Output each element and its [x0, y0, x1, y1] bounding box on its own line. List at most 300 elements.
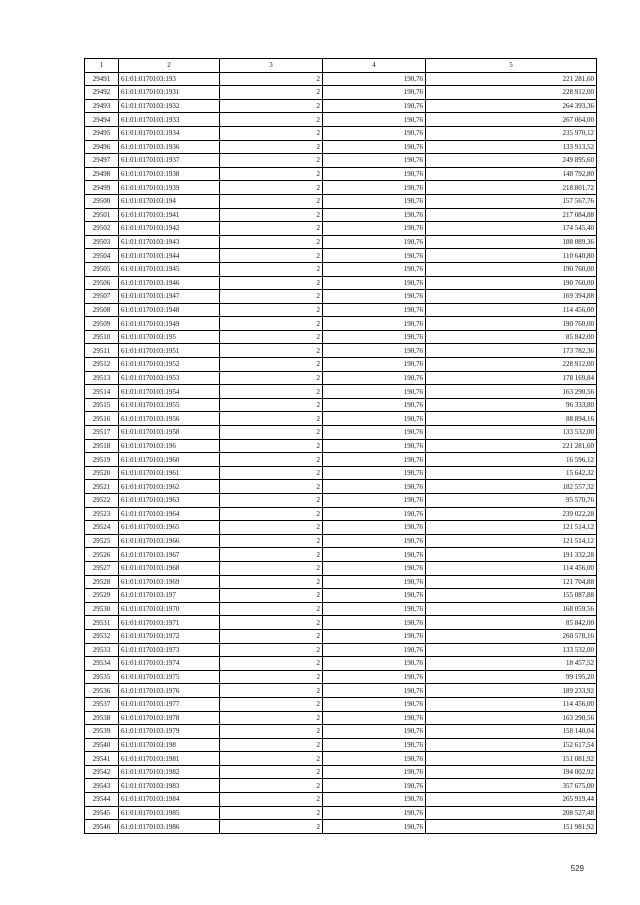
count-cell: 2 — [220, 793, 323, 807]
amount-cell: 158 140,04 — [426, 725, 597, 739]
amount-cell: 151 981,92 — [426, 820, 597, 834]
rate-cell: 190,76 — [323, 480, 426, 494]
row-number-cell: 29494 — [85, 113, 119, 127]
count-cell: 2 — [220, 725, 323, 739]
row-number-cell: 29497 — [85, 154, 119, 168]
table-row — [85, 398, 597, 412]
row-number-cell: 29520 — [85, 466, 119, 480]
cadastral-number-cell: 61:01:0170103:1969 — [119, 575, 220, 589]
row-number-cell: 29510 — [85, 330, 119, 344]
table-row — [85, 738, 597, 752]
table-row — [85, 657, 597, 671]
row-number-cell: 29504 — [85, 249, 119, 263]
count-cell: 2 — [220, 222, 323, 236]
count-cell: 2 — [220, 371, 323, 385]
rate-cell: 190,76 — [323, 765, 426, 779]
cadastral-number-cell: 61:01:0170103:1979 — [119, 725, 220, 739]
table-row — [85, 344, 597, 358]
rate-cell: 190,76 — [323, 72, 426, 86]
table-row — [85, 86, 597, 100]
count-cell: 2 — [220, 561, 323, 575]
rate-cell: 190,76 — [323, 711, 426, 725]
count-cell: 2 — [220, 290, 323, 304]
row-number-cell: 29538 — [85, 711, 119, 725]
table-row — [85, 194, 597, 208]
row-number-cell: 29525 — [85, 534, 119, 548]
rate-cell: 190,76 — [323, 670, 426, 684]
rate-cell: 190,76 — [323, 262, 426, 276]
rate-cell: 190,76 — [323, 602, 426, 616]
rate-cell: 190,76 — [323, 358, 426, 372]
cadastral-number-cell: 61:01:0170103:1954 — [119, 385, 220, 399]
cadastral-number-cell: 61:01:0170103:1983 — [119, 779, 220, 793]
count-cell: 2 — [220, 194, 323, 208]
row-number-cell: 29523 — [85, 507, 119, 521]
amount-cell: 218 801,72 — [426, 181, 597, 195]
table-row — [85, 385, 597, 399]
row-number-cell: 29517 — [85, 426, 119, 440]
count-cell: 2 — [220, 154, 323, 168]
rate-cell: 190,76 — [323, 412, 426, 426]
row-number-cell: 29516 — [85, 412, 119, 426]
table-row — [85, 290, 597, 304]
amount-cell: 15 642,32 — [426, 466, 597, 480]
cadastral-number-cell: 61:01:0170103:1964 — [119, 507, 220, 521]
table-row — [85, 181, 597, 195]
amount-cell: 148 792,80 — [426, 167, 597, 181]
rate-cell: 190,76 — [323, 167, 426, 181]
cadastral-number-cell: 61:01:0170103:1952 — [119, 358, 220, 372]
cadastral-number-cell: 61:01:0170103:197 — [119, 589, 220, 603]
table-row — [85, 752, 597, 766]
amount-cell: 133 532,00 — [426, 426, 597, 440]
table-row — [85, 262, 597, 276]
row-number-cell: 29501 — [85, 208, 119, 222]
row-number-cell: 29499 — [85, 181, 119, 195]
row-number-cell: 29508 — [85, 303, 119, 317]
table-row — [85, 371, 597, 385]
rate-cell: 190,76 — [323, 385, 426, 399]
amount-cell: 96 333,80 — [426, 398, 597, 412]
count-cell: 2 — [220, 167, 323, 181]
cadastral-number-cell: 61:01:0170103:1956 — [119, 412, 220, 426]
table-row — [85, 439, 597, 453]
rate-cell: 190,76 — [323, 235, 426, 249]
count-cell: 2 — [220, 697, 323, 711]
count-cell: 2 — [220, 86, 323, 100]
table-row — [85, 426, 597, 440]
row-number-cell: 29513 — [85, 371, 119, 385]
count-cell: 2 — [220, 521, 323, 535]
row-number-cell: 29533 — [85, 643, 119, 657]
cadastral-number-cell: 61:01:0170103:1941 — [119, 208, 220, 222]
row-number-cell: 29503 — [85, 235, 119, 249]
amount-cell: 182 557,32 — [426, 480, 597, 494]
cadastral-number-cell: 61:01:0170103:1974 — [119, 657, 220, 671]
count-cell: 2 — [220, 765, 323, 779]
amount-cell: 16 596,12 — [426, 453, 597, 467]
rate-cell: 190,76 — [323, 507, 426, 521]
rate-cell: 190,76 — [323, 371, 426, 385]
row-number-cell: 29493 — [85, 99, 119, 113]
column-header: 2 — [119, 59, 220, 73]
row-number-cell: 29518 — [85, 439, 119, 453]
count-cell: 2 — [220, 303, 323, 317]
rate-cell: 190,76 — [323, 779, 426, 793]
rate-cell: 190,76 — [323, 194, 426, 208]
cadastral-number-cell: 61:01:0170103:1953 — [119, 371, 220, 385]
cadastral-number-cell: 61:01:0170103:1942 — [119, 222, 220, 236]
table-row — [85, 725, 597, 739]
amount-cell: 155 087,88 — [426, 589, 597, 603]
amount-cell: 190 760,00 — [426, 262, 597, 276]
row-number-cell: 29500 — [85, 194, 119, 208]
table-row — [85, 548, 597, 562]
cadastral-number-cell: 61:01:0170103:1948 — [119, 303, 220, 317]
row-number-cell: 29509 — [85, 317, 119, 331]
rate-cell: 190,76 — [323, 466, 426, 480]
table-row — [85, 521, 597, 535]
count-cell: 2 — [220, 629, 323, 643]
row-number-cell: 29530 — [85, 602, 119, 616]
table-row — [85, 561, 597, 575]
table-row — [85, 534, 597, 548]
rate-cell: 190,76 — [323, 548, 426, 562]
table-row — [85, 113, 597, 127]
count-cell: 2 — [220, 426, 323, 440]
count-cell: 2 — [220, 738, 323, 752]
cadastral-number-cell: 61:01:0170103:1972 — [119, 629, 220, 643]
count-cell: 2 — [220, 657, 323, 671]
count-cell: 2 — [220, 439, 323, 453]
rate-cell: 190,76 — [323, 317, 426, 331]
count-cell: 2 — [220, 806, 323, 820]
rate-cell: 190,76 — [323, 426, 426, 440]
rate-cell: 190,76 — [323, 793, 426, 807]
amount-cell: 235 970,12 — [426, 126, 597, 140]
rate-cell: 190,76 — [323, 439, 426, 453]
row-number-cell: 29492 — [85, 86, 119, 100]
page-number: 529 — [570, 864, 584, 873]
count-cell: 2 — [220, 249, 323, 263]
cadastral-number-cell: 61:01:0170103:1966 — [119, 534, 220, 548]
cadastral-number-cell: 61:01:0170103:1963 — [119, 494, 220, 508]
cadastral-number-cell: 61:01:0170103:1984 — [119, 793, 220, 807]
rate-cell: 190,76 — [323, 738, 426, 752]
row-number-cell: 29526 — [85, 548, 119, 562]
cadastral-number-cell: 61:01:0170103:1946 — [119, 276, 220, 290]
amount-cell: 114 456,00 — [426, 561, 597, 575]
count-cell: 2 — [220, 616, 323, 630]
cadastral-number-cell: 61:01:0170103:1951 — [119, 344, 220, 358]
table-row — [85, 303, 597, 317]
amount-cell: 228 912,00 — [426, 358, 597, 372]
rate-cell: 190,76 — [323, 99, 426, 113]
cadastral-number-cell: 61:01:0170103:1931 — [119, 86, 220, 100]
rate-cell: 190,76 — [323, 181, 426, 195]
count-cell: 2 — [220, 412, 323, 426]
table-row — [85, 629, 597, 643]
amount-cell: 228 912,00 — [426, 86, 597, 100]
row-number-cell: 29539 — [85, 725, 119, 739]
count-cell: 2 — [220, 140, 323, 154]
amount-cell: 121 514,12 — [426, 534, 597, 548]
table-row — [85, 276, 597, 290]
count-cell: 2 — [220, 72, 323, 86]
count-cell: 2 — [220, 99, 323, 113]
cadastral-number-cell: 61:01:0170103:1949 — [119, 317, 220, 331]
table-row — [85, 643, 597, 657]
table-row — [85, 480, 597, 494]
amount-cell: 157 567,76 — [426, 194, 597, 208]
amount-cell: 260 578,16 — [426, 629, 597, 643]
cadastral-number-cell: 61:01:0170103:195 — [119, 330, 220, 344]
amount-cell: 163 290,56 — [426, 711, 597, 725]
amount-cell: 169 394,88 — [426, 290, 597, 304]
count-cell: 2 — [220, 453, 323, 467]
cadastral-number-cell: 61:01:0170103:1962 — [119, 480, 220, 494]
rate-cell: 190,76 — [323, 249, 426, 263]
table-row — [85, 779, 597, 793]
rate-cell: 190,76 — [323, 616, 426, 630]
amount-cell: 264 393,36 — [426, 99, 597, 113]
row-number-cell: 29544 — [85, 793, 119, 807]
cadastral-number-cell: 61:01:0170103:1932 — [119, 99, 220, 113]
cadastral-number-cell: 61:01:0170103:1939 — [119, 181, 220, 195]
rate-cell: 190,76 — [323, 126, 426, 140]
amount-cell: 191 332,28 — [426, 548, 597, 562]
cadastral-number-cell: 61:01:0170103:194 — [119, 194, 220, 208]
rate-cell: 190,76 — [323, 697, 426, 711]
count-cell: 2 — [220, 466, 323, 480]
table-row — [85, 670, 597, 684]
column-header: 4 — [323, 59, 426, 73]
row-number-cell: 29545 — [85, 806, 119, 820]
rate-cell: 190,76 — [323, 561, 426, 575]
count-cell: 2 — [220, 235, 323, 249]
count-cell: 2 — [220, 262, 323, 276]
count-cell: 2 — [220, 602, 323, 616]
rate-cell: 190,76 — [323, 521, 426, 535]
cadastral-number-cell: 61:01:0170103:1973 — [119, 643, 220, 657]
cadastral-number-cell: 61:01:0170103:198 — [119, 738, 220, 752]
amount-cell: 221 281,60 — [426, 72, 597, 86]
count-cell: 2 — [220, 820, 323, 834]
column-header: 1 — [85, 59, 119, 73]
amount-cell: 194 002,92 — [426, 765, 597, 779]
row-number-cell: 29543 — [85, 779, 119, 793]
cadastral-number-cell: 61:01:0170103:1960 — [119, 453, 220, 467]
count-cell: 2 — [220, 711, 323, 725]
count-cell: 2 — [220, 480, 323, 494]
amount-cell: 168 059,56 — [426, 602, 597, 616]
cadastral-number-cell: 61:01:0170103:1978 — [119, 711, 220, 725]
amount-cell: 190 760,00 — [426, 317, 597, 331]
rate-cell: 190,76 — [323, 453, 426, 467]
rate-cell: 190,76 — [323, 398, 426, 412]
cadastral-number-cell: 61:01:0170103:1977 — [119, 697, 220, 711]
table-row — [85, 235, 597, 249]
row-number-cell: 29532 — [85, 629, 119, 643]
row-number-cell: 29531 — [85, 616, 119, 630]
count-cell: 2 — [220, 317, 323, 331]
rate-cell: 190,76 — [323, 344, 426, 358]
cadastral-number-cell: 61:01:0170103:1971 — [119, 616, 220, 630]
amount-cell: 133 913,52 — [426, 140, 597, 154]
table-row — [85, 453, 597, 467]
table-row — [85, 99, 597, 113]
rate-cell: 190,76 — [323, 643, 426, 657]
cadastral-number-cell: 61:01:0170103:1982 — [119, 765, 220, 779]
rate-cell: 190,76 — [323, 303, 426, 317]
table-row — [85, 602, 597, 616]
cadastral-number-cell: 61:01:0170103:1967 — [119, 548, 220, 562]
table-row — [85, 154, 597, 168]
count-cell: 2 — [220, 534, 323, 548]
column-header: 3 — [220, 59, 323, 73]
rate-cell: 190,76 — [323, 534, 426, 548]
amount-cell: 114 456,00 — [426, 697, 597, 711]
table-row — [85, 575, 597, 589]
cadastral-number-cell: 61:01:0170103:1933 — [119, 113, 220, 127]
amount-cell: 190 760,00 — [426, 276, 597, 290]
amount-cell: 18 457,52 — [426, 657, 597, 671]
row-number-cell: 29534 — [85, 657, 119, 671]
cadastral-number-cell: 61:01:0170103:1965 — [119, 521, 220, 535]
row-number-cell: 29536 — [85, 684, 119, 698]
cadastral-number-cell: 61:01:0170103:1936 — [119, 140, 220, 154]
rate-cell: 190,76 — [323, 222, 426, 236]
amount-cell: 163 290,56 — [426, 385, 597, 399]
table-row — [85, 126, 597, 140]
table-row — [85, 72, 597, 86]
amount-cell: 95 570,76 — [426, 494, 597, 508]
table-row — [85, 330, 597, 344]
row-number-cell: 29546 — [85, 820, 119, 834]
table-row — [85, 466, 597, 480]
row-number-cell: 29541 — [85, 752, 119, 766]
data-table — [84, 58, 597, 834]
rate-cell: 190,76 — [323, 752, 426, 766]
amount-cell: 239 022,28 — [426, 507, 597, 521]
table-row — [85, 616, 597, 630]
amount-cell: 178 169,84 — [426, 371, 597, 385]
row-number-cell: 29512 — [85, 358, 119, 372]
count-cell: 2 — [220, 208, 323, 222]
amount-cell: 249 895,60 — [426, 154, 597, 168]
table-row — [85, 806, 597, 820]
table-row — [85, 793, 597, 807]
table-body — [85, 72, 597, 833]
table-row — [85, 358, 597, 372]
rate-cell: 190,76 — [323, 657, 426, 671]
row-number-cell: 29514 — [85, 385, 119, 399]
rate-cell: 190,76 — [323, 820, 426, 834]
row-number-cell: 29540 — [85, 738, 119, 752]
rate-cell: 190,76 — [323, 86, 426, 100]
rate-cell: 190,76 — [323, 684, 426, 698]
amount-cell: 133 532,00 — [426, 643, 597, 657]
row-number-cell: 29529 — [85, 589, 119, 603]
table-row — [85, 167, 597, 181]
count-cell: 2 — [220, 344, 323, 358]
table-row — [85, 208, 597, 222]
cadastral-number-cell: 61:01:0170103:1934 — [119, 126, 220, 140]
amount-cell: 110 640,80 — [426, 249, 597, 263]
cadastral-number-cell: 61:01:0170103:1970 — [119, 602, 220, 616]
column-header: 5 — [426, 59, 597, 73]
amount-cell: 357 675,00 — [426, 779, 597, 793]
count-cell: 2 — [220, 181, 323, 195]
row-number-cell: 29522 — [85, 494, 119, 508]
count-cell: 2 — [220, 643, 323, 657]
row-number-cell: 29505 — [85, 262, 119, 276]
amount-cell: 121 704,88 — [426, 575, 597, 589]
table-row — [85, 249, 597, 263]
table-row — [85, 765, 597, 779]
amount-cell: 189 233,92 — [426, 684, 597, 698]
rate-cell: 190,76 — [323, 725, 426, 739]
cadastral-number-cell: 61:01:0170103:193 — [119, 72, 220, 86]
row-number-cell: 29537 — [85, 697, 119, 711]
amount-cell: 114 456,00 — [426, 303, 597, 317]
cadastral-number-cell: 61:01:0170103:1937 — [119, 154, 220, 168]
cadastral-number-cell: 61:01:0170103:1986 — [119, 820, 220, 834]
rate-cell: 190,76 — [323, 208, 426, 222]
cadastral-number-cell: 61:01:0170103:1961 — [119, 466, 220, 480]
rate-cell: 190,76 — [323, 154, 426, 168]
row-number-cell: 29521 — [85, 480, 119, 494]
count-cell: 2 — [220, 575, 323, 589]
row-number-cell: 29491 — [85, 72, 119, 86]
table-header-row — [85, 59, 597, 73]
cadastral-number-cell: 61:01:0170103:1955 — [119, 398, 220, 412]
rate-cell: 190,76 — [323, 330, 426, 344]
row-number-cell: 29506 — [85, 276, 119, 290]
rate-cell: 190,76 — [323, 140, 426, 154]
count-cell: 2 — [220, 779, 323, 793]
amount-cell: 85 842,00 — [426, 330, 597, 344]
cadastral-number-cell: 61:01:0170103:1944 — [119, 249, 220, 263]
row-number-cell: 29527 — [85, 561, 119, 575]
rate-cell: 190,76 — [323, 290, 426, 304]
cadastral-number-cell: 61:01:0170103:1938 — [119, 167, 220, 181]
rate-cell: 190,76 — [323, 806, 426, 820]
row-number-cell: 29507 — [85, 290, 119, 304]
row-number-cell: 29498 — [85, 167, 119, 181]
rate-cell: 190,76 — [323, 494, 426, 508]
row-number-cell: 29502 — [85, 222, 119, 236]
amount-cell: 99 195,20 — [426, 670, 597, 684]
table-row — [85, 494, 597, 508]
count-cell: 2 — [220, 548, 323, 562]
table-row — [85, 222, 597, 236]
count-cell: 2 — [220, 398, 323, 412]
row-number-cell: 29519 — [85, 453, 119, 467]
cadastral-number-cell: 61:01:0170103:1947 — [119, 290, 220, 304]
table-row — [85, 412, 597, 426]
cadastral-number-cell: 61:01:0170103:1976 — [119, 684, 220, 698]
rate-cell: 190,76 — [323, 629, 426, 643]
amount-cell: 151 081,92 — [426, 752, 597, 766]
amount-cell: 152 617,54 — [426, 738, 597, 752]
row-number-cell: 29542 — [85, 765, 119, 779]
amount-cell: 121 514,12 — [426, 521, 597, 535]
row-number-cell: 29495 — [85, 126, 119, 140]
cadastral-number-cell: 61:01:0170103:1968 — [119, 561, 220, 575]
table-row — [85, 317, 597, 331]
amount-cell: 265 919,44 — [426, 793, 597, 807]
